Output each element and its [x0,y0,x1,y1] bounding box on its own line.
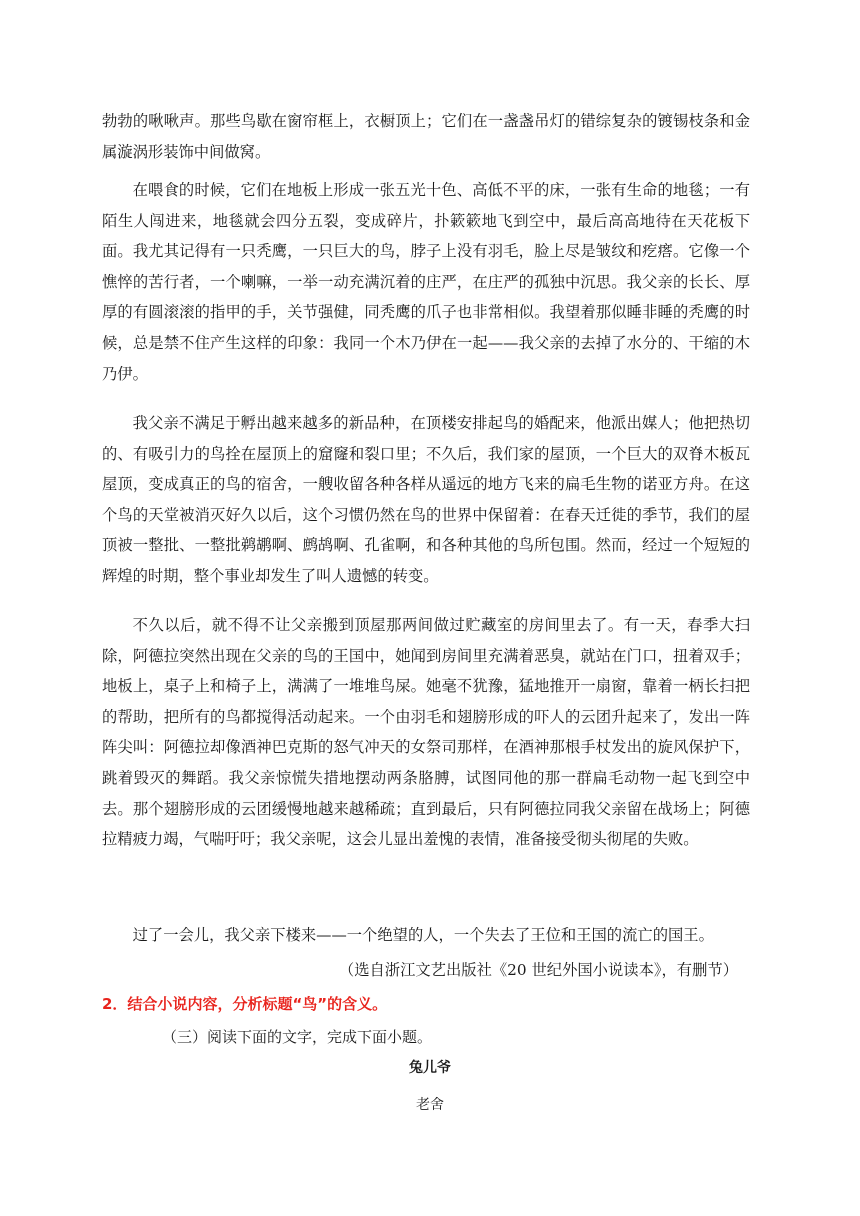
article-author: 老舍 [416,1097,444,1113]
source-citation: （选自浙江文艺出版社《20 世纪外国小说读本》，有删节） [338,961,738,979]
paragraph-2: 在喂食的时候，它们在地板上形成一张五光十色、高低不平的床，一张有生命的地毯；一有陌生人闯进来，地毯就会四分五裂，变成碎片，扑簌簌地飞到空中，最后高高地待在天花板下面。我尤其记得有一只秃鹰，一只巨大的鸟，脖子上没有羽毛，脸上尽是皱纹和疙瘩。它像一个憔悴的苦行者，一个喇嘛，一举一动充满沉着的庄严，在庄严的孤独中沉思。我父亲的长长、厚厚的有圆滚滚的指甲的手，关节强健，同秃鹰的爪子也非常相似。我望着那似睡非睡的秃鹰的时候，总是禁不住产生这样的印象：我同一个木乃伊在一起——我父亲的去掉了水分的、干缩的木乃伊。 [102,181,750,383]
article-title: 兔儿爷 [409,1060,451,1076]
question-2: 2．结合小说内容，分析标题“鸟”的含义。 [102,995,388,1013]
section-heading: （三）阅读下面的文字，完成下面小题。 [162,1028,433,1046]
paragraph-1: 勃勃的啾啾声。那些鸟歇在窗帘框上，衣橱顶上；它们在一盏盏吊灯的错综复杂的镀锡枝条和金属漩涡形装饰中间做窝。 [102,112,750,161]
paragraph-4: 不久以后，就不得不让父亲搬到顶屋那两间做过贮藏室的房间里去了。有一天，春季大扫除，阿德拉突然出现在父亲的鸟的王国中，她闻到房间里充满着恶臭，就站在门口，扭着双手；地板上，桌子上和椅子上，满满了一堆堆鸟屎。她毫不犹豫，猛地推开一扇窗，靠着一柄长扫把的帮助，把所有的鸟都搅得活动起来。一个由羽毛和翅膀形成的吓人的云团升起来了，发出一阵阵尖叫：阿德拉却像酒神巴克斯的怒气冲天的女祭司那样，在酒神那根手杖发出的旋风保护下，跳着毁灭的舞蹈。我父亲惊慌失措地摆动两条胳膊，试图同他的那一群扁毛动物一起飞到空中去。那个翅膀形成的云团缓慢地越来越稀疏；直到最后，只有阿德拉同我父亲留在战场上；阿德拉精疲力竭，气喘吁吁；我父亲呢，这会儿显出羞愧的表情，准备接受彻头彻尾的失败。 [102,616,750,849]
paragraph-5: 过了一会儿，我父亲下楼来——一个绝望的人，一个失去了王位和王国的流亡的国王。 [132,926,714,944]
paragraph-3: 我父亲不满足于孵出越来越多的新品种，在顶楼安排起鸟的婚配来，他派出媒人；他把热切的、有吸引力的鸟拴在屋顶上的窟窿和裂口里；不久后，我们家的屋顶，一个巨大的双脊木板瓦屋顶，变成真正的鸟的宿舍，一艘收留各种各样从遥远的地方飞来的扁毛生物的诺亚方舟。在这个鸟的天堂被消灭好久以后，这个习惯仍然在鸟的世界中保留着：在春天迁徙的季节，我们的屋顶被一整批、一整批鹈鹕啊、鹧鸪啊、孔雀啊，和各种其他的鸟所包围。然而，经过一个短短的辉煌的时期，整个事业却发生了叫人遗憾的转变。 [102,414,750,585]
